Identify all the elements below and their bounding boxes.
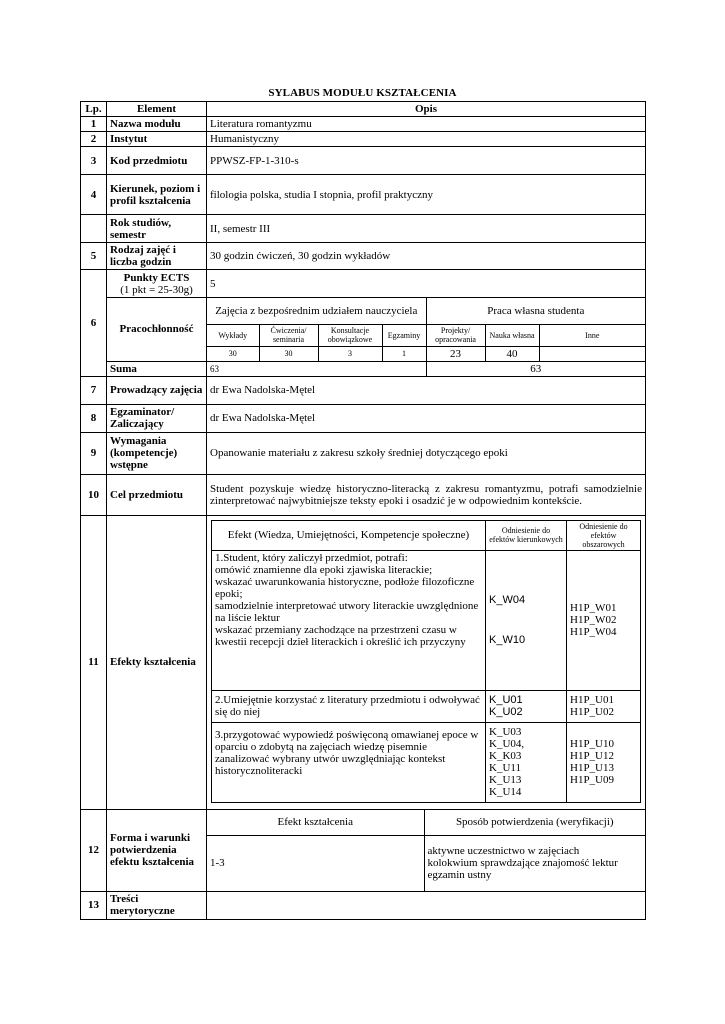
page-title: SYLABUS MODUŁU KSZTAŁCENIA bbox=[268, 87, 457, 99]
val-lectures: 30 bbox=[207, 346, 259, 361]
lecturer: dr Ewa Nadolska-Mętel bbox=[207, 376, 646, 404]
outcomes-cell bbox=[207, 515, 646, 809]
outcome-3-text: 3.przygotować wypowiedź poświęconą omawianej epoce w oparciu o zdobytą na zajęciach wiedzę pisemnie zanalizować wybrany utwór uwzględniając kontekst historycznoliteracki bbox=[212, 722, 486, 802]
row-lp: 6 bbox=[81, 270, 107, 377]
prerequisites: Opanowanie materiału z zakresu szkoły średniej dotyczącego epoki bbox=[207, 432, 646, 474]
outcome-header-field: Odniesienie do efektów kierunkowych bbox=[486, 520, 567, 550]
ects-value: 5 bbox=[207, 270, 646, 298]
header-lp: Lp. bbox=[81, 102, 107, 117]
row-lp: 10 bbox=[81, 474, 107, 515]
row-label: Kod przedmiotu bbox=[107, 147, 207, 175]
row-label: Nazwa modułu bbox=[107, 117, 207, 132]
syllabus-sheet bbox=[80, 101, 645, 920]
outcome-1-field bbox=[486, 550, 567, 690]
verification-effect: 1-3 bbox=[207, 836, 424, 891]
row-lp: 7 bbox=[81, 376, 107, 404]
verification-method: aktywne uczestnictwo w zajęciach kolokwium sprawdzające znajomość lektur egzamin ustny bbox=[427, 845, 618, 882]
course-code: PPWSZ-FP-1-310-s bbox=[207, 147, 646, 175]
row-3 bbox=[81, 147, 646, 175]
row-lp: 3 bbox=[81, 147, 107, 175]
col-self-study: Nauka własna bbox=[485, 324, 539, 346]
outcome-header-effect: Efekt (Wiedza, Umiejętności, Kompetencje społeczne) bbox=[212, 520, 486, 550]
verification-table bbox=[207, 810, 645, 891]
row-lp: 1 bbox=[81, 117, 107, 132]
workload-table bbox=[207, 298, 645, 361]
module-name: Literatura romantyzmu bbox=[207, 117, 646, 132]
row-8 bbox=[81, 404, 646, 432]
val-other bbox=[539, 346, 645, 361]
row-lp: 11 bbox=[81, 515, 107, 809]
row-lp: 9 bbox=[81, 432, 107, 474]
row-lp bbox=[81, 215, 107, 243]
outcome-2-area: H1P_U01 H1P_U02 bbox=[567, 690, 641, 722]
row-12 bbox=[81, 809, 646, 891]
sum-cell bbox=[207, 361, 646, 376]
ects-label: Punkty ECTS bbox=[123, 271, 190, 284]
row-label: Prowadzący zajęcia bbox=[107, 376, 207, 404]
sum-table bbox=[207, 362, 645, 376]
ects-sub: (1 pkt = 25-30g) bbox=[120, 283, 193, 296]
verification-cell bbox=[207, 809, 646, 891]
row-10 bbox=[81, 474, 646, 515]
row-label: Rodzaj zajęć i liczba godzin bbox=[107, 243, 207, 270]
val-exams: 1 bbox=[382, 346, 426, 361]
col-consultations: Konsultacje obowiązkowe bbox=[318, 324, 382, 346]
row-label: Rok studiów, semestr bbox=[107, 215, 207, 243]
col-exercises: Ćwiczenia/ seminaria bbox=[259, 324, 318, 346]
row-6-sum bbox=[81, 361, 646, 376]
row-7 bbox=[81, 376, 646, 404]
outcome-3-field: K_U03 K_U04, K_K03 K_U11 K_U13 K_U14 bbox=[486, 722, 567, 802]
workload-cell bbox=[207, 298, 646, 362]
row-5 bbox=[81, 243, 646, 270]
header-row bbox=[81, 102, 646, 117]
outcome-2-field: K_U01 K_U02 bbox=[486, 690, 567, 722]
institute: Humanistyczny bbox=[207, 132, 646, 147]
row-4 bbox=[81, 175, 646, 215]
row-label: Forma i warunki potwierdzenia efektu kształcenia bbox=[107, 809, 207, 891]
col-other: Inne bbox=[539, 324, 645, 346]
row-lp: 4 bbox=[81, 175, 107, 215]
outcome-2-text: 2.Umiejętnie korzystać z literatury przedmiotu i odwoływać się do niej bbox=[212, 690, 486, 722]
row-lp: 13 bbox=[81, 891, 107, 919]
val-consultations: 3 bbox=[318, 346, 382, 361]
row-11 bbox=[81, 515, 646, 809]
outcome-1-field-a: K_W04 bbox=[489, 594, 526, 606]
col-projects: Projekty/ opracowania bbox=[426, 324, 485, 346]
header-element: Element bbox=[107, 102, 207, 117]
row-label: Cel przedmiotu bbox=[107, 474, 207, 515]
group-self: Praca własna studenta bbox=[426, 298, 645, 324]
row-lp: 12 bbox=[81, 809, 107, 891]
syllabus-table bbox=[80, 101, 646, 920]
row-label: Instytut bbox=[107, 132, 207, 147]
verification-header-effect: Efekt kształcenia bbox=[207, 810, 424, 836]
row-label: Wymagania (kompetencje) wstępne bbox=[107, 432, 207, 474]
outcome-1-text: 1.Student, który zaliczył przedmiot, potrafi: omówić znamienne dla epoki zjawiska literackie; wskazać uwarunkowania historyczne, podłoże filozoficzne epoki; samodzielnie interpretować utwory literackie uwzględnione na liście lektur wskazać przemiany zachodzące na przestrzeni czasu w kwestii recepcji dzieł literackich i określić ich przyczyny bbox=[212, 550, 486, 690]
val-self-study: 40 bbox=[485, 346, 539, 361]
ects-label-cell bbox=[107, 270, 207, 298]
val-exercises: 30 bbox=[259, 346, 318, 361]
outcome-1-area: H1P_W01 H1P_W02 H1P_W04 bbox=[567, 550, 641, 690]
field-of-study: filologia polska, studia I stopnia, profil praktyczny bbox=[207, 175, 646, 215]
outcomes-table bbox=[211, 520, 641, 803]
verification-header-method: Sposób potwierdzenia (weryfikacji) bbox=[424, 810, 645, 836]
row-label: Pracochłonność bbox=[107, 298, 207, 362]
sum-label: Suma bbox=[107, 361, 207, 376]
study-year: II, semestr III bbox=[207, 215, 646, 243]
row-lp: 8 bbox=[81, 404, 107, 432]
group-teacher: Zajęcia z bezpośrednim udziałem nauczyciela bbox=[207, 298, 426, 324]
col-lectures: Wykłady bbox=[207, 324, 259, 346]
outcome-3-area: H1P_U10 H1P_U12 H1P_U13 H1P_U09 bbox=[567, 722, 641, 802]
sum-self: 63 bbox=[530, 362, 542, 375]
row-label: Egzaminator/ Zaliczający bbox=[107, 404, 207, 432]
row-label: Efekty kształcenia bbox=[107, 515, 207, 809]
class-hours: 30 godzin ćwiczeń, 30 godzin wykładów bbox=[207, 243, 646, 270]
examiner: dr Ewa Nadolska-Mętel bbox=[207, 404, 646, 432]
row-1 bbox=[81, 117, 646, 132]
row-lp: 2 bbox=[81, 132, 107, 147]
header-opis: Opis bbox=[207, 102, 646, 117]
row-label: Kierunek, poziom i profil kształcenia bbox=[107, 175, 207, 215]
outcome-1-field-b: K_W10 bbox=[489, 634, 526, 646]
sum-teacher: 63 bbox=[207, 362, 426, 376]
row-label: Treści merytoryczne bbox=[107, 891, 207, 919]
row-6-ects bbox=[81, 270, 646, 298]
course-goal: Student pozyskuje wiedzę historyczno-literacką z zakresu romantyzmu, potrafi samodzielnie zinterpretować najwybitniejsze teksty epoki i osadzić je w odpowiednim kontekście. bbox=[207, 474, 646, 515]
row-9 bbox=[81, 432, 646, 474]
row-2 bbox=[81, 132, 646, 147]
col-exams: Egzaminy bbox=[382, 324, 426, 346]
row-lp: 5 bbox=[81, 243, 107, 270]
outcome-header-area: Odniesienie do efektów obszarowych bbox=[567, 520, 641, 550]
row-4b bbox=[81, 215, 646, 243]
val-projects: 23 bbox=[426, 346, 485, 361]
row-13 bbox=[81, 891, 646, 919]
content bbox=[207, 891, 646, 919]
